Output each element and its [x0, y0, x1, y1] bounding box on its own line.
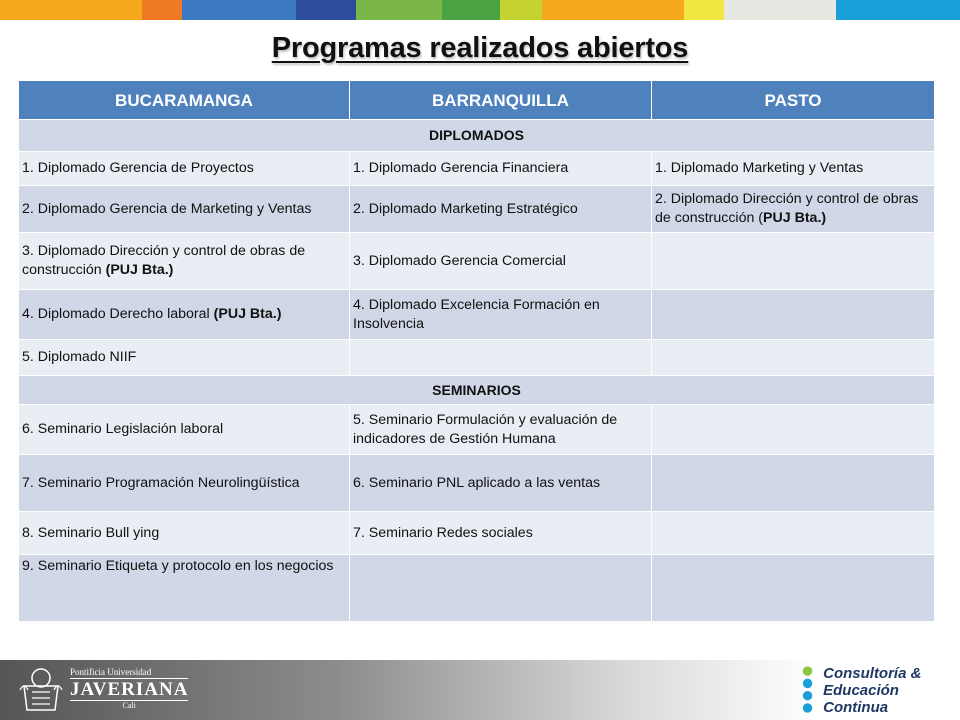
table-cell	[652, 340, 935, 376]
top-color-bar	[0, 0, 960, 20]
column-header-barranquilla: BARRANQUILLA	[350, 81, 652, 120]
color-band	[142, 0, 182, 20]
table-cell	[652, 405, 935, 455]
crest-icon	[18, 664, 64, 714]
table-cell: 5. Diplomado NIIF	[19, 340, 350, 376]
color-band	[500, 0, 542, 20]
color-band	[542, 0, 684, 20]
cell-text: 2. Diplomado Dirección y control de obras de construcción (	[655, 191, 919, 226]
table-cell: 7. Seminario Redes sociales	[350, 512, 652, 555]
table-cell: 6. Seminario PNL aplicado a las ventas	[350, 455, 652, 512]
table-cell: 4. Diplomado Excelencia Formación en Insolvencia	[350, 290, 652, 340]
table-row	[19, 455, 935, 512]
column-header-pasto: PASTO	[652, 81, 935, 120]
table-row	[19, 405, 935, 455]
table-row	[19, 152, 935, 186]
table-cell	[19, 290, 350, 340]
table-row	[19, 233, 935, 290]
color-band	[182, 0, 296, 20]
page-title: Programas realizados abiertos	[271, 32, 689, 64]
cell-bold-text: (PUJ Bta.)	[105, 262, 174, 278]
color-band	[296, 0, 356, 20]
section-label-diplomados: DIPLOMADOS	[19, 120, 935, 152]
table-header-row	[19, 81, 935, 120]
table-cell	[19, 233, 350, 290]
table-cell: 7. Seminario Programación Neurolingüística	[19, 455, 350, 512]
table-cell: 1. Diplomado Marketing y Ventas	[652, 152, 935, 186]
dots-icon	[800, 664, 815, 716]
table-cell	[652, 233, 935, 290]
programs-table	[18, 80, 935, 622]
table-cell: 1. Diplomado Gerencia Financiera	[350, 152, 652, 186]
table-cell: 2. Diplomado Marketing Estratégico	[350, 186, 652, 233]
table-cell: 1. Diplomado Gerencia de Proyectos	[19, 152, 350, 186]
color-band	[356, 0, 442, 20]
consultoria-logo	[800, 664, 960, 716]
javeriana-line-3: Cali	[122, 701, 136, 710]
table-row	[19, 290, 935, 340]
table-cell	[350, 340, 652, 376]
javeriana-line-2: JAVERIANA	[70, 679, 189, 700]
color-band	[836, 0, 960, 20]
table-cell	[652, 186, 935, 233]
table-cell: 2. Diplomado Gerencia de Marketing y Ventas	[19, 186, 350, 233]
color-band	[442, 0, 500, 20]
table-row	[19, 186, 935, 233]
color-band	[684, 0, 724, 20]
table-cell	[652, 512, 935, 555]
javeriana-logo	[18, 664, 188, 714]
consultoria-line-2: Educación Continua	[823, 681, 899, 716]
table-cell: 8. Seminario Bull ying	[19, 512, 350, 555]
table-cell: 6. Seminario Legislación laboral	[19, 405, 350, 455]
cell-bold-text: (PUJ Bta.)	[213, 306, 282, 322]
table-cell	[652, 455, 935, 512]
section-row-diplomados	[19, 120, 935, 152]
cell-text: 3. Diplomado Dirección y control de obras de construcción	[22, 243, 306, 278]
javeriana-wordmark	[70, 668, 188, 710]
consultoria-wordmark	[823, 665, 960, 716]
table-row	[19, 340, 935, 376]
table-cell: 5. Seminario Formulación y evaluación de indicadores de Gestión Humana	[350, 405, 652, 455]
table-row	[19, 555, 935, 622]
column-header-bucaramanga: BUCARAMANGA	[19, 81, 350, 120]
table-cell	[652, 555, 935, 622]
section-label-seminarios: SEMINARIOS	[19, 376, 935, 405]
cell-bold-text: PUJ Bta.)	[763, 210, 827, 226]
cell-text: 4. Diplomado Derecho laboral	[22, 306, 214, 322]
color-band	[724, 0, 836, 20]
table-cell: 3. Diplomado Gerencia Comercial	[350, 233, 652, 290]
consultoria-line-1: Consultoría &	[823, 664, 922, 682]
color-band	[0, 0, 142, 20]
table-cell: 9. Seminario Etiqueta y protocolo en los negocios	[19, 555, 350, 622]
table-cell	[350, 555, 652, 622]
section-row-seminarios	[19, 376, 935, 405]
table-cell	[652, 290, 935, 340]
table-row	[19, 512, 935, 555]
javeriana-line-1: Pontificia Universidad	[70, 667, 152, 677]
